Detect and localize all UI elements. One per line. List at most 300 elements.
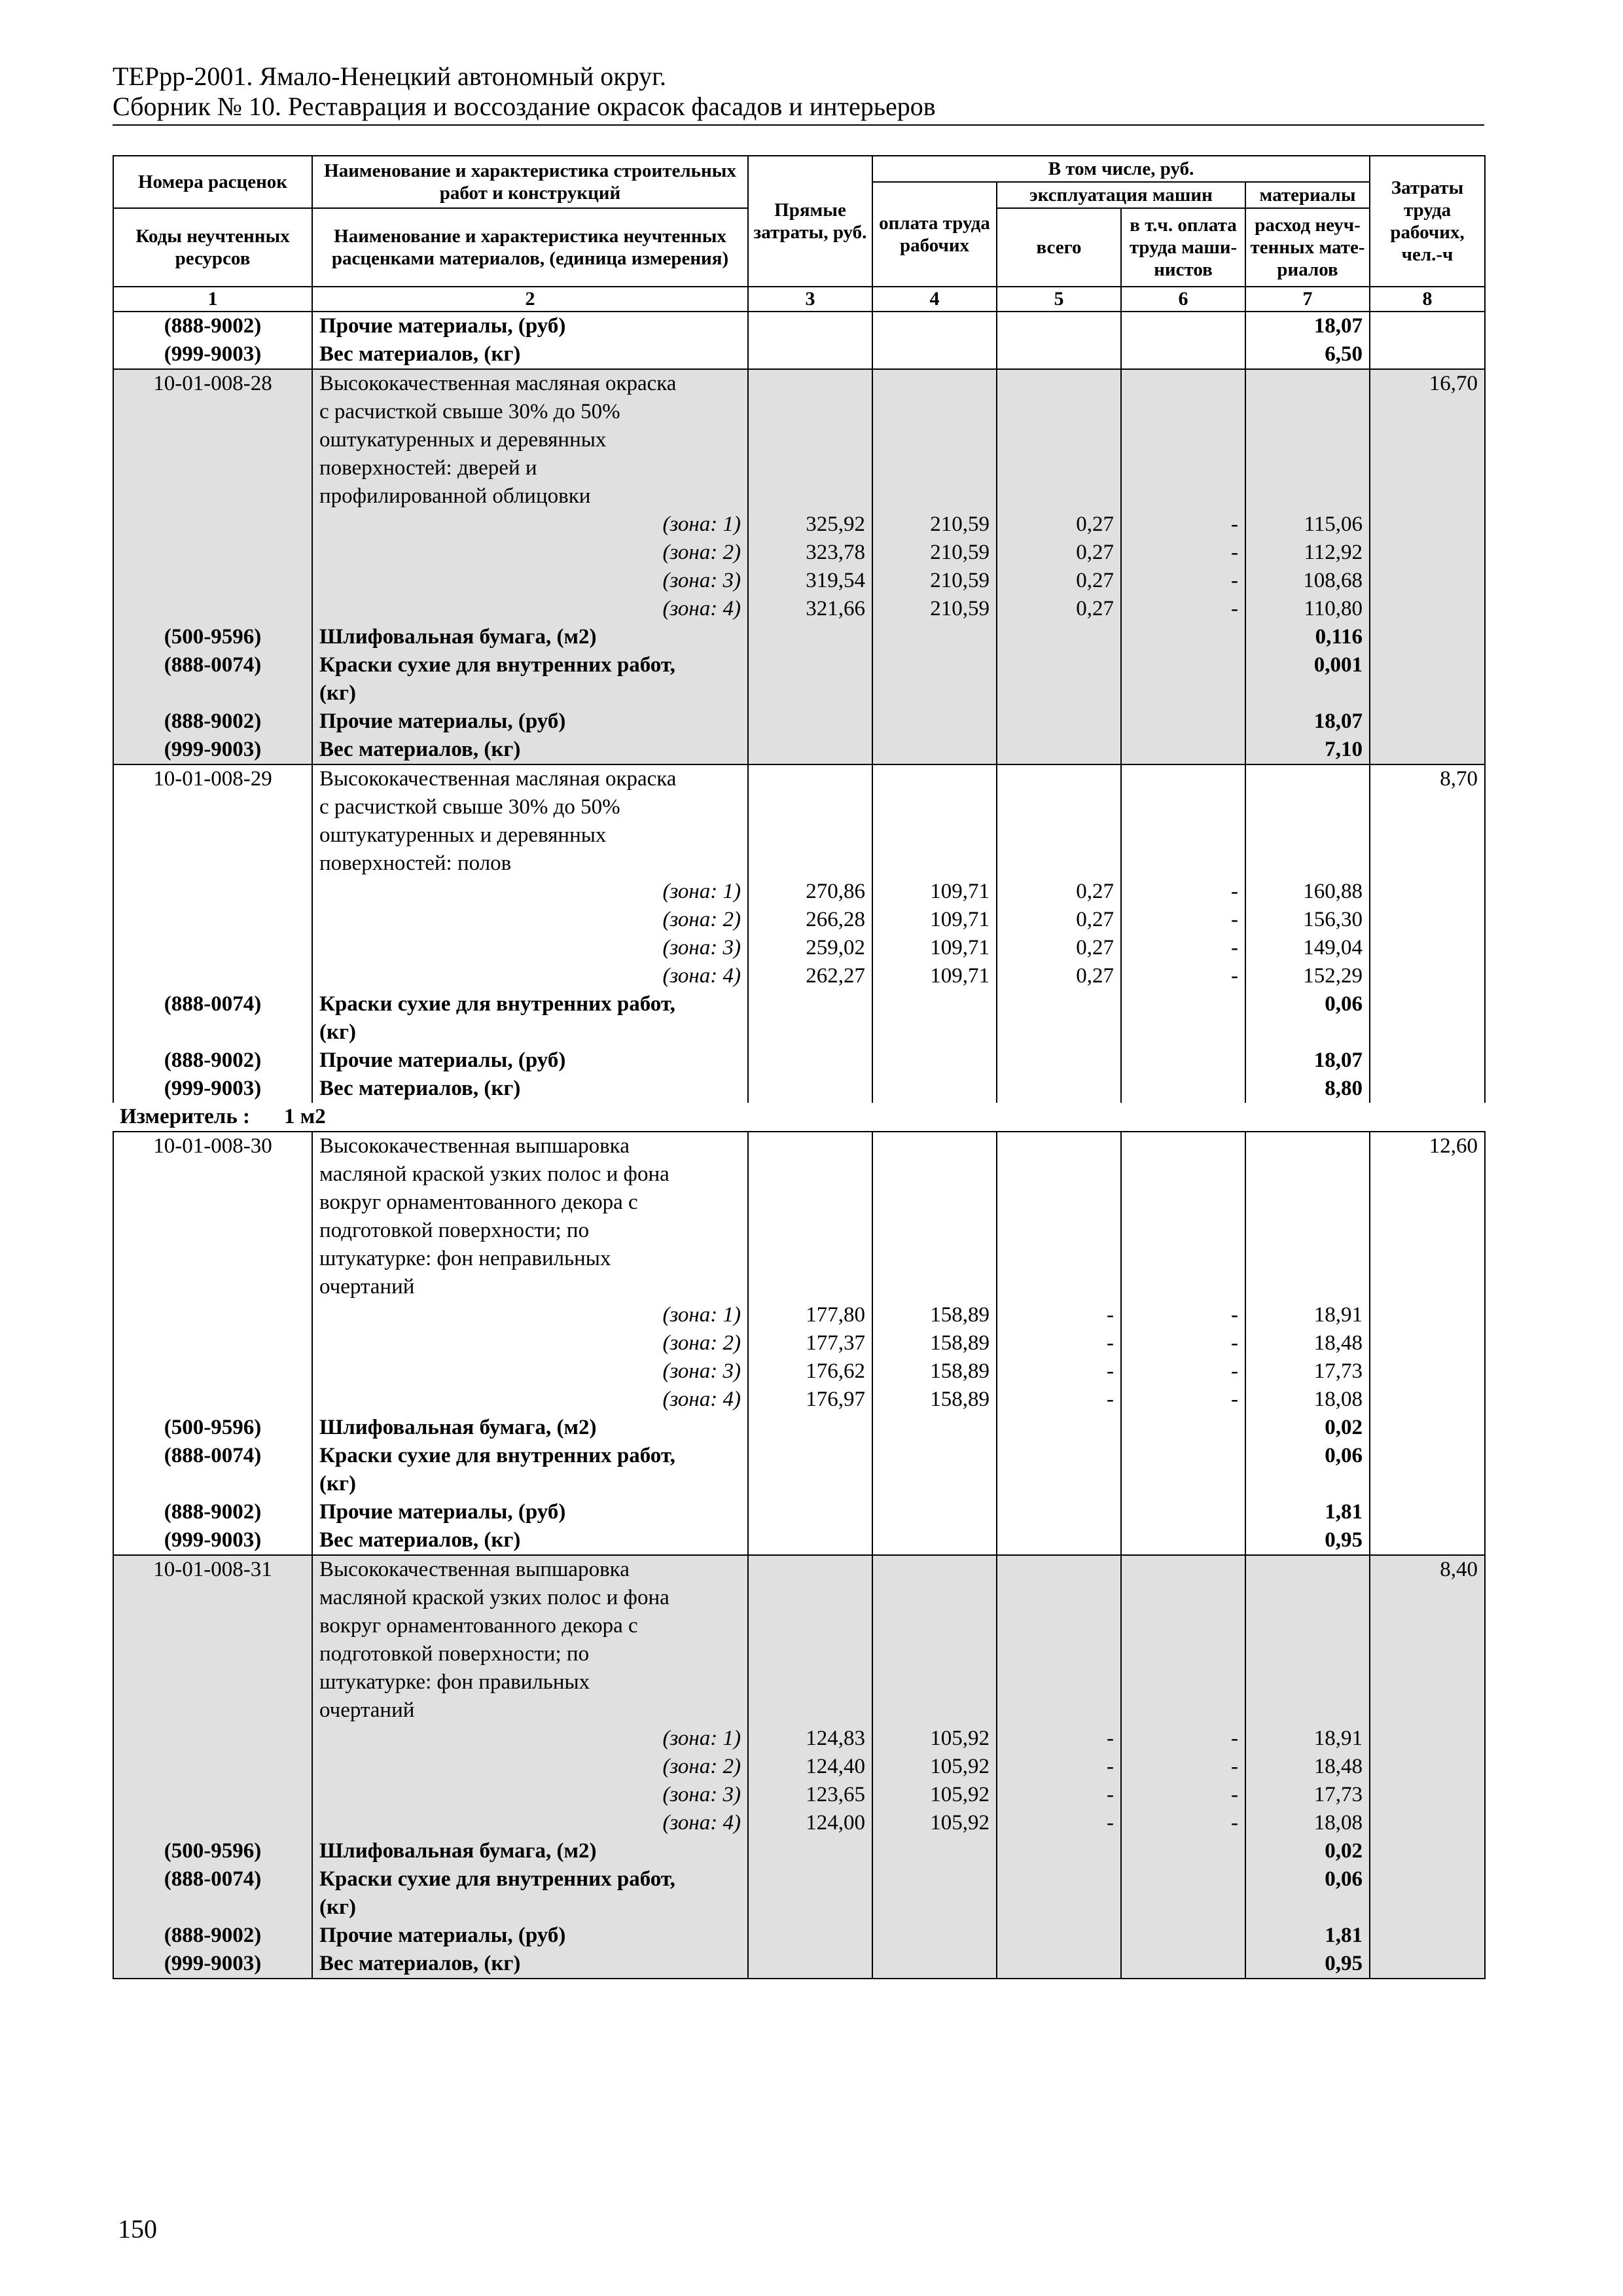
zone-row: [113, 1301, 1485, 1329]
col7-header: расход неуч- тенных мате- риалов: [1245, 208, 1370, 287]
resource-name: Прочие материалы, (руб): [312, 708, 748, 736]
zone-label: (зона: 2): [312, 1753, 748, 1781]
empty-cell: [1370, 679, 1485, 708]
col-number: 7: [1245, 287, 1370, 312]
resource-consumption: 0,06: [1245, 1442, 1370, 1470]
machines-total: 0,27: [997, 539, 1121, 567]
resource-name: Вес материалов, (кг): [312, 1075, 748, 1103]
empty-cell: [997, 1442, 1121, 1470]
worker-pay: 210,59: [872, 511, 997, 539]
header-line-1: ТЕРрр-2001. Ямало-Ненецкий автономный округ.: [113, 62, 667, 91]
resource-code: (888-9002): [113, 1047, 312, 1075]
empty-cell: [872, 312, 997, 340]
resource-consumption: 18,07: [1245, 708, 1370, 736]
page-number: 150: [118, 2214, 157, 2244]
empty-cell: [872, 764, 997, 878]
empty-cell: [872, 1132, 997, 1301]
resource-code: (999-9003): [113, 340, 312, 369]
zone-row: [113, 539, 1485, 567]
direct-cost: 323,78: [748, 539, 872, 567]
resource-row: [113, 1442, 1485, 1470]
resource-name: Краски сухие для внутренних работ,: [312, 1442, 748, 1470]
empty-cell: [1121, 708, 1245, 736]
materials-cost: 108,68: [1245, 567, 1370, 595]
empty-cell: [1121, 736, 1245, 764]
resource-row: [113, 679, 1485, 708]
machines-total: -: [997, 1753, 1121, 1781]
resource-code: [113, 1893, 312, 1922]
rate-code: 10-01-008-28: [113, 369, 312, 511]
empty-cell: [997, 1837, 1121, 1865]
empty-cell: [748, 736, 872, 764]
resource-row: [113, 736, 1485, 764]
empty-cell: [748, 1526, 872, 1555]
zone-row: [113, 878, 1485, 906]
resource-consumption: 0,02: [1245, 1414, 1370, 1442]
machines-total: 0,27: [997, 878, 1121, 906]
page-header: [113, 62, 1484, 122]
materials-cost: 18,91: [1245, 1301, 1370, 1329]
worker-pay: 109,71: [872, 962, 997, 990]
resource-name: Вес материалов, (кг): [312, 1526, 748, 1555]
column-numbers-row: [113, 287, 1485, 312]
materials-cost: 17,73: [1245, 1357, 1370, 1386]
empty-cell: [872, 1075, 997, 1103]
empty-cell: [1370, 623, 1485, 651]
empty-cell: [748, 1893, 872, 1922]
empty-cell: [872, 1555, 997, 1725]
empty-cell: [748, 623, 872, 651]
empty-cell: [1370, 990, 1485, 1018]
empty-cell: [872, 1470, 997, 1498]
worker-pay: 210,59: [872, 539, 997, 567]
resource-code: (999-9003): [113, 736, 312, 764]
resource-name: Краски сухие для внутренних работ,: [312, 651, 748, 679]
resource-name: Прочие материалы, (руб): [312, 1922, 748, 1950]
direct-cost: 259,02: [748, 934, 872, 962]
empty-cell: [748, 708, 872, 736]
resource-code: (888-9002): [113, 1922, 312, 1950]
zone-row: [113, 567, 1485, 595]
zone-row: [113, 1329, 1485, 1357]
resource-code: (888-0074): [113, 1865, 312, 1893]
machinist-pay: -: [1121, 962, 1245, 990]
col1-top-header: Номера расценок: [113, 156, 312, 208]
zone-row: [113, 511, 1485, 539]
empty-cell: [748, 369, 872, 511]
labor-hours: 8,40: [1370, 1555, 1485, 1725]
zone-row: [113, 1781, 1485, 1809]
description-line: масляной краской узких полос и фона: [319, 1162, 669, 1186]
empty-cell: [1121, 1922, 1245, 1950]
resource-consumption: 0,95: [1245, 1526, 1370, 1555]
resource-row: [113, 1865, 1485, 1893]
worker-pay: 158,89: [872, 1386, 997, 1414]
resource-name: Вес материалов, (кг): [312, 736, 748, 764]
labor-hours: 8,70: [1370, 764, 1485, 878]
empty-cell: [1121, 651, 1245, 679]
empty-cell: [1370, 1075, 1485, 1103]
description-line: с расчисткой свыше 30% до 50%: [319, 795, 620, 819]
resource-consumption: 0,95: [1245, 1950, 1370, 1979]
resource-name: Вес материалов, (кг): [312, 340, 748, 369]
resource-consumption: 0,116: [1245, 623, 1370, 651]
rates-table: [113, 155, 1486, 1979]
empty-cell: [1121, 1893, 1245, 1922]
resource-row: [113, 651, 1485, 679]
resource-code: (888-9002): [113, 708, 312, 736]
empty-cell: [872, 1047, 997, 1075]
rate-code: 10-01-008-31: [113, 1555, 312, 1725]
col1-bottom-header: Коды неучтенных ресурсов: [113, 208, 312, 287]
resource-consumption: 1,81: [1245, 1922, 1370, 1950]
empty-cell: [1370, 1753, 1485, 1781]
resource-code: [113, 1470, 312, 1498]
rate-description: [312, 1132, 748, 1301]
machines-total: 0,27: [997, 595, 1121, 623]
resource-name: (кг): [312, 1018, 748, 1047]
labor-hours: 12,60: [1370, 1132, 1485, 1301]
direct-cost: 176,97: [748, 1386, 872, 1414]
machines-total: -: [997, 1725, 1121, 1753]
machinist-pay: -: [1121, 1386, 1245, 1414]
machinist-pay: -: [1121, 539, 1245, 567]
zone-label: (зона: 3): [312, 567, 748, 595]
resource-consumption: 6,50: [1245, 340, 1370, 369]
empty-cell: [113, 934, 312, 962]
zone-label: (зона: 1): [312, 1725, 748, 1753]
empty-cell: [113, 1781, 312, 1809]
direct-cost: 177,37: [748, 1329, 872, 1357]
resource-name: Вес материалов, (кг): [312, 1950, 748, 1979]
rate-row: [113, 764, 1485, 878]
empty-cell: [113, 1329, 312, 1357]
empty-cell: [1370, 736, 1485, 764]
empty-cell: [1245, 1132, 1370, 1301]
empty-cell: [113, 1357, 312, 1386]
zone-label: (зона: 2): [312, 906, 748, 934]
empty-cell: [1370, 312, 1485, 340]
resource-row: [113, 1075, 1485, 1103]
zone-label: (зона: 4): [312, 1809, 748, 1837]
col-number: 6: [1121, 287, 1245, 312]
direct-cost: 124,83: [748, 1725, 872, 1753]
empty-cell: [748, 1018, 872, 1047]
empty-cell: [997, 1075, 1121, 1103]
empty-cell: [1370, 1357, 1485, 1386]
table-body-2: [113, 1132, 1485, 1979]
empty-cell: [872, 1837, 997, 1865]
machinist-pay: -: [1121, 1809, 1245, 1837]
header-rule: [113, 124, 1484, 126]
empty-cell: [872, 623, 997, 651]
zone-label: (зона: 4): [312, 595, 748, 623]
machinist-pay: -: [1121, 1753, 1245, 1781]
empty-cell: [748, 1950, 872, 1979]
machines-total: 0,27: [997, 906, 1121, 934]
incl-header: В том числе, руб.: [872, 156, 1370, 182]
direct-cost: 176,62: [748, 1357, 872, 1386]
zone-label: (зона: 4): [312, 1386, 748, 1414]
measure-section: [113, 1103, 1485, 1132]
empty-cell: [1121, 1526, 1245, 1555]
machinist-pay: -: [1121, 595, 1245, 623]
machinist-pay: -: [1121, 906, 1245, 934]
machines-total: -: [997, 1809, 1121, 1837]
empty-cell: [1370, 1442, 1485, 1470]
resource-consumption: 0,06: [1245, 990, 1370, 1018]
materials-cost: 18,91: [1245, 1725, 1370, 1753]
rate-row: [113, 1555, 1485, 1725]
zone-row: [113, 595, 1485, 623]
materials-cost: 110,80: [1245, 595, 1370, 623]
zone-label: (зона: 1): [312, 878, 748, 906]
resource-row: [113, 1018, 1485, 1047]
empty-cell: [1121, 1555, 1245, 1725]
empty-cell: [1121, 1075, 1245, 1103]
resource-name: Краски сухие для внутренних работ,: [312, 990, 748, 1018]
machines-total: 0,27: [997, 962, 1121, 990]
description-line: с расчисткой свыше 30% до 50%: [319, 400, 620, 423]
empty-cell: [113, 878, 312, 906]
machines-total: 0,27: [997, 511, 1121, 539]
zone-row: [113, 962, 1485, 990]
worker-pay: 158,89: [872, 1357, 997, 1386]
worker-pay: 105,92: [872, 1809, 997, 1837]
empty-cell: [748, 651, 872, 679]
measure-label: Измеритель :: [120, 1105, 251, 1128]
direct-cost: 319,54: [748, 567, 872, 595]
zone-label: (зона: 1): [312, 1301, 748, 1329]
empty-cell: [1370, 1498, 1485, 1526]
resource-row: [113, 623, 1485, 651]
resource-consumption: [1245, 1018, 1370, 1047]
empty-cell: [872, 369, 997, 511]
machinist-pay: -: [1121, 878, 1245, 906]
description-line: Высококачественная выпшаровка: [319, 1558, 630, 1581]
description-line: подготовкой поверхности; по: [319, 1642, 590, 1666]
resource-row: [113, 312, 1485, 340]
direct-cost: 270,86: [748, 878, 872, 906]
direct-cost: 123,65: [748, 1781, 872, 1809]
empty-cell: [997, 1018, 1121, 1047]
empty-cell: [1370, 962, 1485, 990]
description-line: поверхностей: дверей и: [319, 456, 537, 480]
machines-total: 0,27: [997, 567, 1121, 595]
empty-cell: [872, 1526, 997, 1555]
resource-code: [113, 1018, 312, 1047]
machinist-pay: -: [1121, 1725, 1245, 1753]
empty-cell: [1370, 1781, 1485, 1809]
col3-header: Прямые затраты, руб.: [748, 156, 872, 287]
empty-cell: [113, 1809, 312, 1837]
col6-header: в т.ч. оплата труда маши- нистов: [1121, 208, 1245, 287]
description-line: штукатурке: фон неправильных: [319, 1247, 611, 1270]
empty-cell: [748, 1442, 872, 1470]
resource-row: [113, 708, 1485, 736]
zone-label: (зона: 1): [312, 511, 748, 539]
zone-row: [113, 906, 1485, 934]
empty-cell: [748, 1555, 872, 1725]
col2-bottom-header: Наименование и характеристика неучтенных расценками материалов, (единица измерения): [312, 208, 748, 287]
description-line: профилированной облицовки: [319, 484, 591, 508]
empty-cell: [1370, 1809, 1485, 1837]
materials-cost: 152,29: [1245, 962, 1370, 990]
materials-cost: 18,08: [1245, 1386, 1370, 1414]
empty-cell: [1121, 1470, 1245, 1498]
zone-label: (зона: 4): [312, 962, 748, 990]
empty-cell: [872, 651, 997, 679]
empty-cell: [997, 369, 1121, 511]
resource-name: Краски сухие для внутренних работ,: [312, 1865, 748, 1893]
empty-cell: [1370, 1893, 1485, 1922]
empty-cell: [872, 736, 997, 764]
empty-cell: [748, 1865, 872, 1893]
empty-cell: [997, 1470, 1121, 1498]
empty-cell: [997, 679, 1121, 708]
empty-cell: [113, 1725, 312, 1753]
resource-consumption: [1245, 1893, 1370, 1922]
machinist-pay: -: [1121, 934, 1245, 962]
zone-row: [113, 1753, 1485, 1781]
empty-cell: [1121, 1950, 1245, 1979]
zone-row: [113, 934, 1485, 962]
empty-cell: [1121, 312, 1245, 340]
resource-name: Прочие материалы, (руб): [312, 1047, 748, 1075]
resource-name: Шлифовальная бумага, (м2): [312, 1837, 748, 1865]
resource-name: Шлифовальная бумага, (м2): [312, 1414, 748, 1442]
worker-pay: 210,59: [872, 595, 997, 623]
direct-cost: 321,66: [748, 595, 872, 623]
resource-consumption: [1245, 679, 1370, 708]
resource-row: [113, 1526, 1485, 1555]
resource-consumption: [1245, 1470, 1370, 1498]
zone-label: (зона: 3): [312, 1357, 748, 1386]
description-line: вокруг орнаментованного декора с: [319, 1191, 638, 1214]
worker-pay: 105,92: [872, 1753, 997, 1781]
empty-cell: [997, 1893, 1121, 1922]
empty-cell: [872, 990, 997, 1018]
empty-cell: [1245, 369, 1370, 511]
description-line: Высококачественная масляная окраска: [319, 372, 677, 395]
empty-cell: [997, 1132, 1121, 1301]
empty-cell: [748, 1470, 872, 1498]
machines-header: эксплуатация машин: [997, 182, 1245, 208]
rate-description: [312, 764, 748, 878]
machines-total: -: [997, 1329, 1121, 1357]
machinist-pay: -: [1121, 1781, 1245, 1809]
empty-cell: [113, 962, 312, 990]
empty-cell: [997, 1414, 1121, 1442]
empty-cell: [872, 1865, 997, 1893]
empty-cell: [997, 764, 1121, 878]
zone-label: (зона: 2): [312, 539, 748, 567]
description-line: очертаний: [319, 1275, 415, 1299]
resource-code: (888-0074): [113, 1442, 312, 1470]
resource-code: (999-9003): [113, 1950, 312, 1979]
description-line: оштукатуренных и деревянных: [319, 823, 607, 847]
description-line: масляной краской узких полос и фона: [319, 1586, 669, 1609]
empty-cell: [997, 990, 1121, 1018]
measure-value: 1 м2: [284, 1105, 326, 1128]
empty-cell: [1370, 1301, 1485, 1329]
empty-cell: [1370, 878, 1485, 906]
empty-cell: [1121, 1047, 1245, 1075]
machines-total: 0,27: [997, 934, 1121, 962]
col4-header: оплата труда рабочих: [872, 182, 997, 287]
empty-cell: [997, 340, 1121, 369]
empty-cell: [1121, 1865, 1245, 1893]
empty-cell: [872, 1893, 997, 1922]
materials-header: материалы: [1245, 182, 1370, 208]
empty-cell: [748, 340, 872, 369]
zone-row: [113, 1725, 1485, 1753]
col8-header: Затраты труда рабочих, чел.-ч: [1370, 156, 1485, 287]
zone-label: (зона: 3): [312, 934, 748, 962]
col2-top-header: Наименование и характеристика строительных работ и конструкций: [312, 156, 748, 208]
empty-cell: [748, 1075, 872, 1103]
empty-cell: [997, 1865, 1121, 1893]
resource-row: [113, 340, 1485, 369]
resource-row: [113, 990, 1485, 1018]
empty-cell: [872, 1018, 997, 1047]
description-line: Высококачественная выпшаровка: [319, 1134, 630, 1158]
rate-code: 10-01-008-29: [113, 764, 312, 878]
empty-cell: [748, 312, 872, 340]
header-line-2: Сборник № 10. Реставрация и воссоздание окрасок фасадов и интерьеров: [113, 92, 936, 121]
empty-cell: [1121, 1498, 1245, 1526]
direct-cost: 325,92: [748, 511, 872, 539]
empty-cell: [1121, 1837, 1245, 1865]
empty-cell: [1121, 990, 1245, 1018]
empty-cell: [748, 1047, 872, 1075]
materials-cost: 17,73: [1245, 1781, 1370, 1809]
empty-cell: [872, 1498, 997, 1526]
resource-code: [113, 679, 312, 708]
worker-pay: 109,71: [872, 878, 997, 906]
empty-cell: [997, 1555, 1121, 1725]
resource-code: (888-9002): [113, 1498, 312, 1526]
machines-total: -: [997, 1301, 1121, 1329]
empty-cell: [113, 539, 312, 567]
materials-cost: 18,48: [1245, 1329, 1370, 1357]
empty-cell: [1370, 708, 1485, 736]
resource-row: [113, 1950, 1485, 1979]
empty-cell: [113, 1753, 312, 1781]
empty-cell: [1370, 1865, 1485, 1893]
empty-cell: [1370, 1414, 1485, 1442]
empty-cell: [872, 1922, 997, 1950]
materials-cost: 160,88: [1245, 878, 1370, 906]
empty-cell: [1370, 340, 1485, 369]
rate-code: 10-01-008-30: [113, 1132, 312, 1301]
empty-cell: [113, 511, 312, 539]
empty-cell: [1370, 1047, 1485, 1075]
description-line: подготовкой поверхности; по: [319, 1219, 590, 1242]
empty-cell: [997, 1498, 1121, 1526]
worker-pay: 158,89: [872, 1301, 997, 1329]
description-line: вокруг орнаментованного декора с: [319, 1614, 638, 1638]
resource-consumption: 7,10: [1245, 736, 1370, 764]
materials-cost: 112,92: [1245, 539, 1370, 567]
materials-cost: 18,48: [1245, 1753, 1370, 1781]
empty-cell: [748, 990, 872, 1018]
empty-cell: [1370, 651, 1485, 679]
empty-cell: [872, 679, 997, 708]
empty-cell: [1370, 1922, 1485, 1950]
empty-cell: [748, 1922, 872, 1950]
worker-pay: 105,92: [872, 1725, 997, 1753]
